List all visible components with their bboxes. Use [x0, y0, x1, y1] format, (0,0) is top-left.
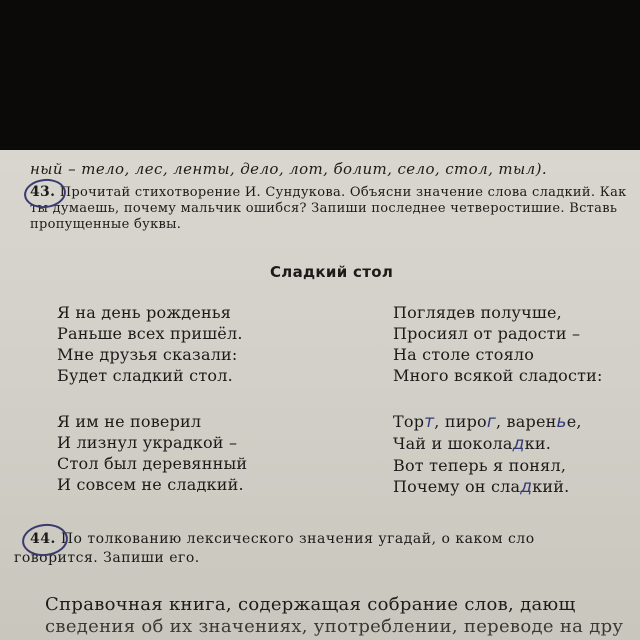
poem-line: Будет сладкий стол. — [57, 366, 233, 385]
poem-line: Стол был деревянный — [57, 454, 248, 473]
definition-line: сведения об их значениях, употреблении, переводе на дру — [45, 616, 624, 637]
exercise-43-number: 43. — [30, 184, 56, 200]
definition-line: Справочная книга, содержащая собрание слов, дающ — [45, 594, 576, 615]
exercise-44-text-line-2: говорится. Запиши его. — [14, 550, 200, 566]
handwritten-letter: д — [512, 434, 525, 454]
poem-stanza-2-left — [57, 411, 247, 495]
poem-line: И лизнул украдкой – — [57, 433, 238, 452]
poem-text: Почему он сла — [393, 477, 521, 496]
poem-line: Мне друзья сказали: — [57, 345, 238, 364]
poem-line: Поглядев получше, — [393, 303, 562, 322]
poem-line: И совсем не сладкий. — [57, 475, 244, 494]
poem-line — [393, 476, 582, 498]
handwritten-letter: ь — [556, 412, 567, 432]
poem-title: Сладкий стол — [270, 263, 394, 281]
exercise-44-number: 44. — [30, 531, 56, 547]
exercise-44-text-line-1: По толкованию лексического значения угадай, о каком сло — [60, 531, 535, 547]
poem-line: Просиял от радости – — [393, 324, 581, 343]
exercise-43-text: Прочитай стихотворение И. Сундукова. Объясни значение слова сладкий. Как ты думаешь, почему мальчик ошибся? Запиши последнее четверостишие. Вставь пропущенные буквы. — [30, 185, 627, 232]
poem-text: е, — [566, 412, 582, 431]
exercise-44-definition — [45, 594, 623, 638]
poem-text: ки. — [524, 434, 551, 453]
poem-text: кий. — [532, 477, 570, 496]
poem-line: Вот теперь я понял, — [393, 456, 567, 475]
exercise-44 — [14, 530, 630, 568]
previous-exercise-fragment: ный – тело, лес, ленты, дело, лот, болит, село, стол, тыл). — [30, 160, 548, 178]
exercise-43 — [30, 184, 630, 233]
poem-text: Чай и шокола — [393, 434, 513, 453]
poem-line: На столе стояло — [393, 345, 535, 364]
poem-stanza-1-left — [57, 302, 243, 386]
poem-line — [393, 433, 582, 455]
poem-stanza-2-right — [393, 411, 582, 498]
poem-line: Много всякой сладости: — [393, 366, 603, 385]
handwritten-letter: д — [520, 477, 533, 497]
handwritten-letter: т — [424, 412, 435, 432]
poem-line: Я им не поверил — [57, 412, 202, 431]
poem-line: Раньше всех пришёл. — [57, 324, 243, 343]
poem-stanza-1-right — [393, 302, 603, 386]
textbook-page — [0, 150, 640, 640]
poem-line — [393, 411, 582, 433]
poem-text: , варен — [495, 412, 557, 431]
poem-line: Я на день рожденья — [57, 303, 232, 322]
poem-text: Тор — [393, 412, 425, 431]
handwritten-letter: г — [486, 412, 496, 432]
poem-text: , пиро — [434, 412, 487, 431]
